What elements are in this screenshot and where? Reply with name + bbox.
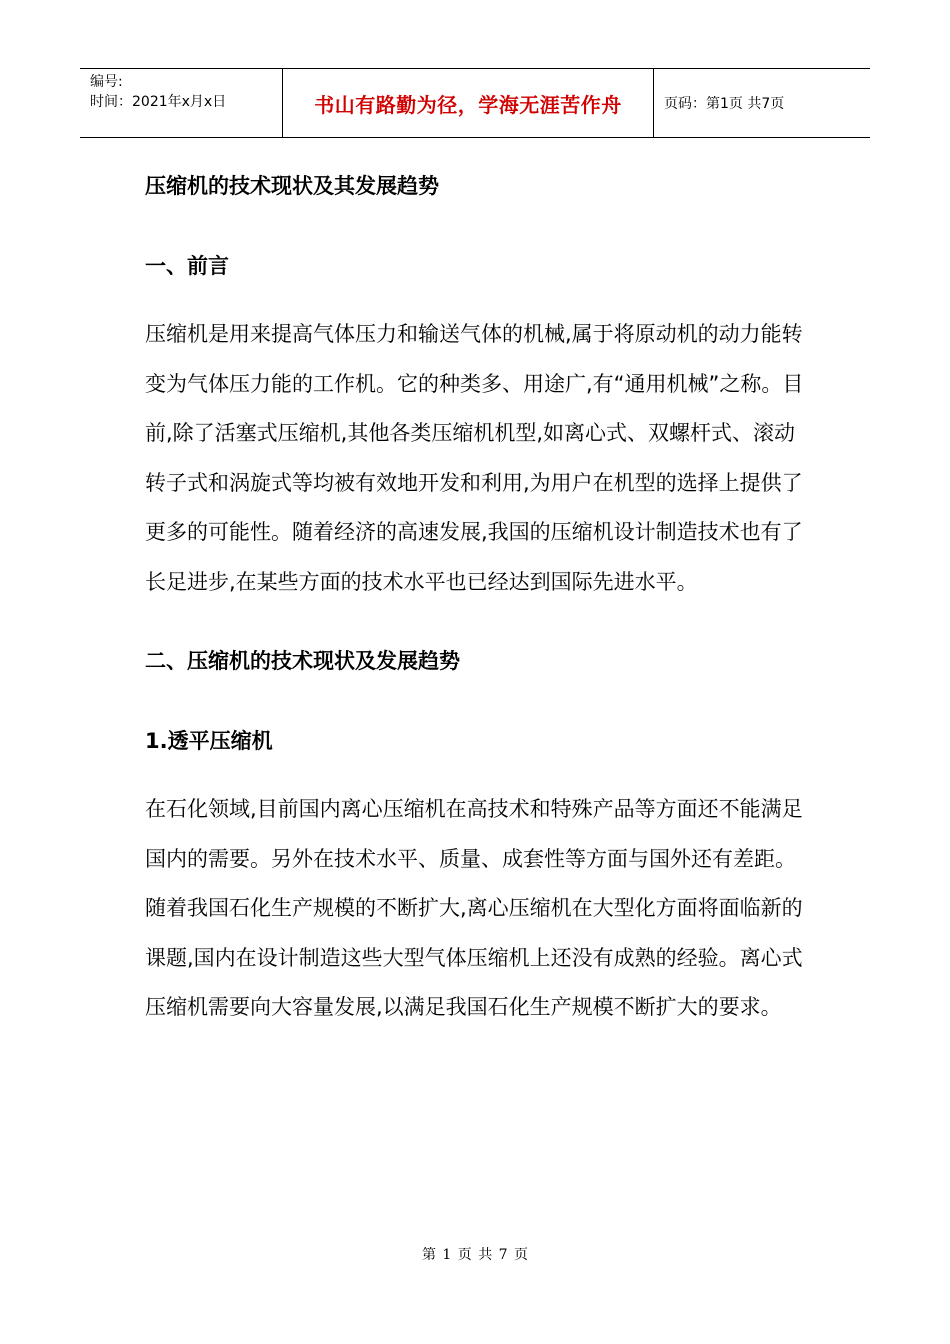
document-time: 时间：2021年x月x日 [90,94,227,110]
preface-paragraph: 压缩机是用来提高气体压力和输送气体的机械,属于将原动机的动力能转变为气体压力能的工作机。它的种类多、用途广,有“通用机械”之称。目前,除了活塞式压缩机,其他各类压缩机机型,如离心式、双螺杆式、滚动转子式和涡旋式等均被有效地开发和利用,为用户在机型的选择上提供了更多的可能性。随着经济的高速发展,我国的压缩机设计制造技术也有了长足进步,在某些方面的技术水平也已经达到国际先进水平。 [145,322,804,594]
subsection-heading-turbo-compressor: 1.透平压缩机 [145,729,273,753]
document-number: 编号: [90,74,123,90]
header-motto-cell [282,69,654,137]
motto-text: 书山有路勤为径，学海无涯苦作舟 [314,92,622,117]
page-header [80,68,870,138]
section-heading-preface: 一、前言 [145,254,229,278]
header-info-cell [80,69,282,137]
page-footer [0,1244,950,1264]
header-page-cell [654,69,870,137]
document-body [145,160,810,1061]
header-page-number: 页码：第1页 共7页 [664,96,785,112]
turbo-compressor-paragraph: 在石化领域,目前国内离心压缩机在高技术和特殊产品等方面还不能满足国内的需要。另外在技术水平、质量、成套性等方面与国外还有差距。随着我国石化生产规模的不断扩大,离心压缩机在大型化方面将面临新的课题,国内在设计制造这些大型气体压缩机上还没有成熟的经验。离心式压缩机需要向大容量发展,以满足我国石化生产规模不断扩大的要求。 [145,797,803,1019]
section-heading-status-trends: 二、压缩机的技术现状及发展趋势 [145,649,460,673]
document-title: 压缩机的技术现状及其发展趋势 [145,174,439,198]
footer-page-number: 第 1 页 共 7 页 [421,1247,529,1263]
